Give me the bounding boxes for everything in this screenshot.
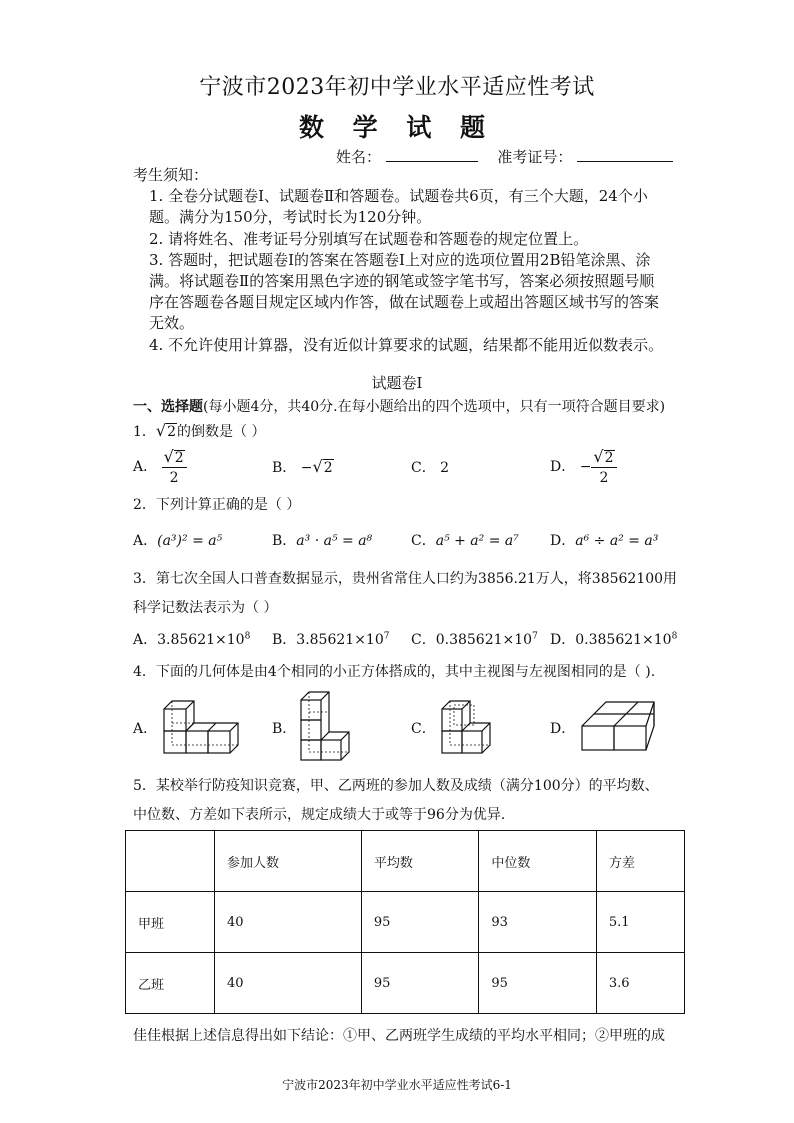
option-label: B．: [272, 460, 297, 476]
notice-item: 2. 请将姓名、准考证号分别填写在试题卷和答题卷的规定位置上。: [149, 230, 589, 248]
question-1-stem: [133, 421, 266, 441]
table-header-cell: [126, 831, 215, 892]
option-expression: (a³)² = a⁵: [157, 533, 223, 549]
question-3-line2: 科学记数法表示为（ ）: [133, 600, 278, 616]
q1-option-c[interactable]: [411, 457, 449, 477]
option-label: C．: [411, 533, 436, 549]
section-title: 试题卷Ⅰ: [371, 374, 423, 392]
table-header-cell: 方差: [596, 831, 684, 892]
mantissa: 3.85621×10: [296, 632, 384, 648]
sqrt-symbol: √: [312, 457, 323, 476]
table-cell: 93: [479, 892, 597, 953]
question-2-stem: 2．下列计算正确的是（ ）: [133, 497, 301, 513]
q2-option-b[interactable]: [272, 530, 372, 550]
table-cell: 5.1: [596, 892, 684, 953]
exam-title: 宁波市2023年初中学业水平适应性考试: [199, 75, 595, 100]
denominator: 2: [599, 470, 609, 486]
page-footer: 宁波市2023年初中学业水平适应性考试6-1: [282, 1078, 512, 1092]
id-label: 准考证号：: [497, 148, 573, 166]
q4-option-a-label[interactable]: A．: [133, 721, 158, 737]
table-row: [126, 953, 685, 1014]
id-blank: [577, 147, 673, 162]
q2-option-c[interactable]: [411, 530, 519, 550]
option-label: B．: [272, 632, 297, 648]
q2-option-d[interactable]: [550, 530, 658, 550]
name-blank: [386, 147, 478, 162]
q4-option-b-figure: [297, 690, 353, 762]
mantissa: 0.385621×10: [435, 632, 533, 648]
table-header-cell: 平均数: [361, 831, 479, 892]
candidate-info-row: [336, 146, 673, 167]
table-cell: 40: [215, 892, 362, 953]
fraction: $\frac{√2}{2}$: [591, 449, 616, 485]
q3-option-b[interactable]: [272, 629, 389, 649]
q3-option-c[interactable]: [411, 629, 538, 649]
minus-sign: −: [579, 459, 592, 475]
option-label: A．: [133, 459, 158, 475]
notice-item: 3. 答题时，把试题卷Ⅰ的答案在答题卷Ⅰ上对应的选项位置用2B铅笔涂黑、涂满。将试题卷Ⅱ的答案用黑色字迹的钢笔或签字笔书写，答案必须按照题号顺序在答题卷各题目规定区域内作答，做在试题卷上或超出答题区域书写的答案无效。: [149, 251, 660, 332]
radicand: 2: [174, 450, 184, 466]
table-row: [126, 892, 685, 953]
radicand: 2: [323, 460, 333, 476]
table-cell: 40: [215, 953, 362, 1014]
table-cell: 95: [361, 892, 479, 953]
option-label: C．: [411, 460, 436, 476]
option-label: A．: [133, 632, 158, 648]
option-expression: a³ · a⁵ = a⁸: [296, 533, 373, 549]
minus-sign: −: [300, 460, 313, 476]
option-value: 2: [440, 460, 450, 476]
subject-title: 数 学 试 题: [298, 113, 496, 142]
fraction: $\frac{√2}{2}$: [162, 449, 187, 485]
mantissa: 0.385621×10: [575, 632, 672, 648]
q4-option-a-figure: [160, 693, 240, 757]
q4-option-c-figure: [438, 693, 494, 757]
table-cell: 甲班: [126, 892, 215, 953]
table-header-cell: 中位数: [479, 831, 597, 892]
notice-item: 1. 全卷分试题卷Ⅰ、试题卷Ⅱ和答题卷。试题卷共6页，有三个大题，24个小题。满分为150分，考试时长为120分钟。: [149, 187, 648, 226]
section-heading-rest: (每小题4分，共40分.在每小题给出的四个选项中，只有一项符合题目要求): [203, 399, 666, 415]
exponent: 8: [244, 631, 251, 642]
q4-option-c-label[interactable]: C．: [411, 721, 436, 737]
q1-number: 1．: [133, 424, 156, 440]
q4-option-b-label[interactable]: B．: [272, 721, 297, 737]
section-heading-bold: 一、选择题: [133, 399, 203, 415]
name-label: 姓名：: [336, 148, 382, 166]
table-cell: 乙班: [126, 953, 215, 1014]
option-label: A．: [133, 533, 158, 549]
denominator: 2: [169, 470, 179, 486]
radicand: 2: [604, 450, 614, 466]
question-3-line1: 3．第七次全国人口普查数据显示，贵州省常住人口约为3856.21万人，将38562100用: [133, 571, 678, 587]
q1-option-a[interactable]: [133, 449, 187, 485]
score-table: [125, 830, 685, 1014]
q1-option-b[interactable]: [272, 457, 334, 477]
q1-option-d[interactable]: [550, 449, 617, 485]
q3-option-d[interactable]: [550, 629, 677, 649]
q3-option-a[interactable]: [133, 629, 250, 649]
q4-option-d-figure: [578, 698, 658, 754]
exponent: 7: [383, 631, 390, 642]
q1-radicand: 2: [167, 424, 177, 440]
section-heading: [133, 396, 665, 416]
mantissa: 3.85621×10: [157, 632, 245, 648]
q4-option-d-label[interactable]: D．: [550, 721, 576, 737]
table-header-cell: 参加人数: [215, 831, 362, 892]
table-cell: 95: [361, 953, 479, 1014]
question-5-conclusion: 佳佳根据上述信息得出如下结论：①甲、乙两班学生成绩的平均水平相同；②甲班的成: [133, 1028, 665, 1044]
exponent: 7: [532, 631, 538, 642]
option-expression: a⁶ ÷ a² = a³: [575, 533, 659, 549]
notices-heading: 考生须知：: [133, 166, 209, 184]
question-5-line2: 中位数、方差如下表所示，规定成绩大于或等于96分为优异.: [133, 807, 506, 823]
option-expression: a⁵ + a² = a⁷: [435, 533, 519, 549]
table-cell: 3.6: [596, 953, 684, 1014]
q2-option-a[interactable]: [133, 530, 222, 550]
sqrt-symbol: √: [155, 421, 167, 440]
notice-item: 4. 不允许使用计算器，没有近似计算要求的试题，结果都不能用近似数表示。: [149, 336, 664, 354]
table-cell: 95: [479, 953, 597, 1014]
option-label: B．: [272, 533, 297, 549]
option-label: C．: [411, 632, 436, 648]
q1-stem-text: 的倒数是（ ）: [177, 424, 266, 440]
option-label: D．: [550, 459, 576, 475]
exponent: 8: [671, 631, 678, 642]
table-header-row: [126, 831, 685, 892]
question-5-line1: 5．某校举行防疫知识竞赛，甲、乙两班的参加人数及成绩（满分100分）的平均数、: [133, 778, 659, 794]
option-label: D．: [550, 533, 576, 549]
question-4-stem: 4．下面的几何体是由4个相同的小正方体搭成的，其中主视图与左视图相同的是（ ).: [133, 664, 656, 680]
option-label: D．: [550, 632, 576, 648]
